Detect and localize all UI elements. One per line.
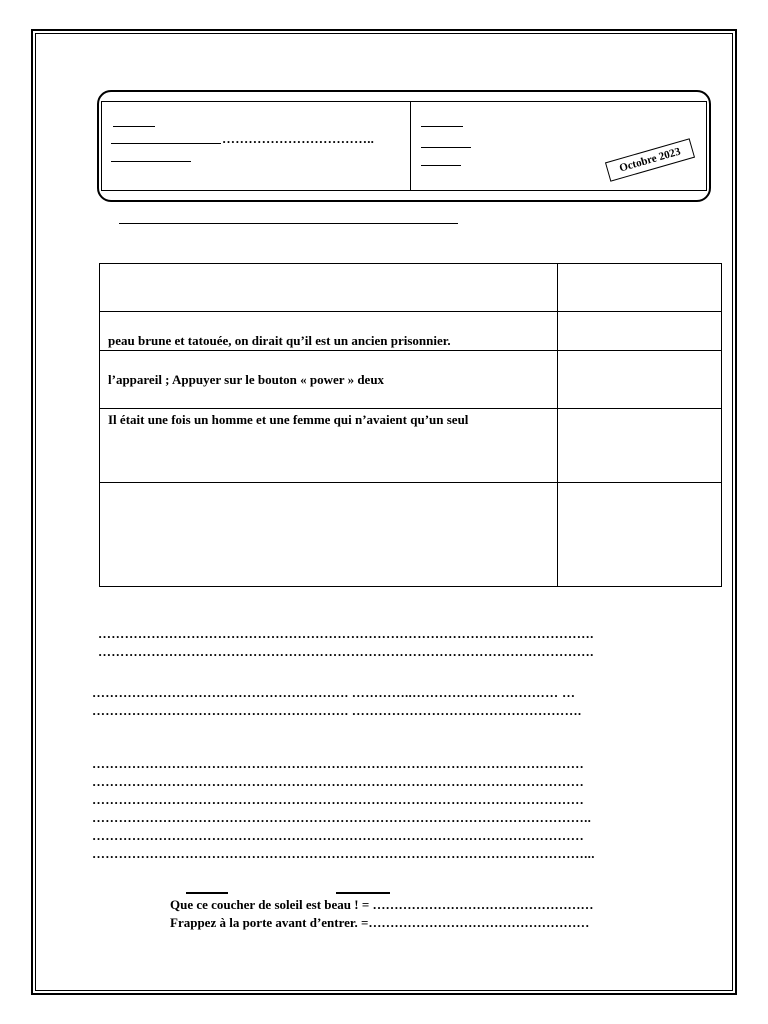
answer-line: …………………………………………………………………………………………………. — [98, 644, 594, 659]
answer-line: ………………………………………………………………………………………………… — [92, 792, 585, 807]
answer-line: ………………………………………………………………………………………………….. — [92, 810, 592, 825]
date-stamp-text: Octobre 2023 — [618, 145, 682, 175]
answer-line: …………………………………………………. …………..…………………………… … — [92, 685, 576, 700]
table-cell-answer — [557, 312, 721, 351]
sentence-1: Que ce coucher de soleil est beau ! = …………………………………………… — [170, 897, 594, 912]
table-cell-answer — [557, 409, 721, 483]
header-dotted-field: …………………………….. — [222, 131, 375, 146]
table-cell-answer — [557, 351, 721, 409]
table-row — [100, 264, 722, 312]
header-blank-line-1 — [113, 126, 155, 127]
header-right-line-1 — [421, 126, 463, 127]
header-blank-line-3 — [111, 161, 191, 162]
table-cell-text — [100, 264, 558, 312]
answer-line: …………………………………………………. ……………………………………………. — [92, 703, 582, 718]
table-row — [100, 312, 722, 351]
answer-line: …………………………………………………………………………………………………. — [98, 626, 594, 641]
exercise-table — [99, 263, 722, 587]
sentence-blank-line-1 — [186, 892, 228, 894]
table-cell-answer — [557, 264, 721, 312]
answer-line: ………………………………………………………………………………………………… — [92, 774, 585, 789]
row-text: Il était une fois un homme et une femme qui n’avaient qu’un seul — [108, 412, 469, 427]
table-cell-answer — [557, 483, 721, 587]
table-row — [100, 351, 722, 409]
table-cell-text — [100, 312, 558, 351]
answer-line: ………………………………………………………………………………………………… — [92, 756, 585, 771]
table-cell-text — [100, 483, 558, 587]
header-blank-line-2 — [111, 143, 221, 144]
row-text: l’appareil ; Appuyer sur le bouton « power » deux — [108, 372, 385, 387]
row-text: peau brune et tatouée, on dirait qu’il est un ancien prisonnier. — [108, 333, 451, 348]
table-row — [100, 483, 722, 587]
answer-line: ………………………………………………………………………………………………… — [92, 828, 585, 843]
header-divider — [410, 101, 411, 191]
sentence-2: Frappez à la porte avant d’entrer. =…………………………………………… — [170, 915, 590, 930]
table-cell-text — [100, 409, 558, 483]
table-cell-text — [100, 351, 558, 409]
title-underline — [119, 223, 458, 224]
answer-line: …………………………………………………………………………………………………... — [92, 846, 595, 861]
header-right-line-2 — [421, 147, 471, 148]
sentence-blank-line-2 — [336, 892, 390, 894]
header-right-line-3 — [421, 165, 461, 166]
table-row — [100, 409, 722, 483]
